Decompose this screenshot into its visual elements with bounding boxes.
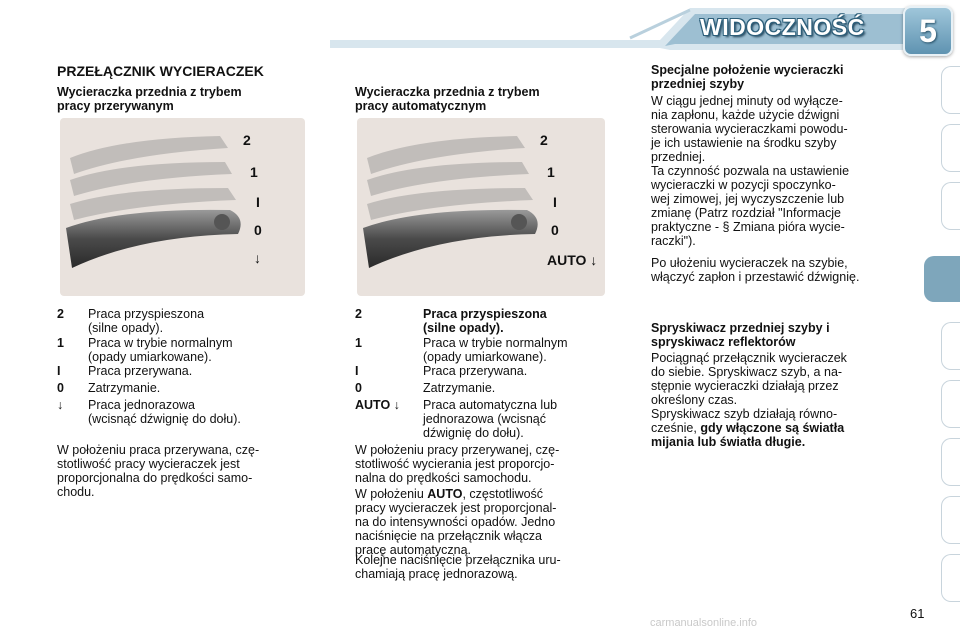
left-note: W położeniu praca przerywana, czę- stotliwość pracy wycieraczek jest proporcjonalna do prędkości samo- chodu. (57, 443, 260, 499)
lever-label: 2 (540, 132, 548, 148)
list-item: AUTO ↓ Praca automatyczna lub jednorazowa (wcisnąć dźwignię do dołu). (355, 398, 558, 440)
list-item: ↓ Praca jednorazowa (wcisnąć dźwignię do dołu). (57, 398, 241, 426)
right-paragraph-4: Pociągnąć przełącznik wycieraczek do siebie. Spryskiwacz szyb, a na- stępnie wycieraczki działają przez określony czas. (651, 351, 847, 407)
right-paragraph-3: Po ułożeniu wycieraczek na szybie, włączyć zapłon i przestawić dźwignię. (651, 256, 860, 284)
thumb-tab (941, 124, 960, 172)
chapter-title: WIDOCZNOŚĆ (700, 14, 865, 40)
middle-paragraph-2: W położeniu AUTO, częstotliwość pracy wycieraczek jest proporcjonal- na do intensywności opadów. Jedno naciśnięcie na przełącznik włącza pracę automatyczną. (355, 487, 557, 557)
watermark: carmanualsonline.info (650, 617, 758, 629)
thumb-tab (941, 66, 960, 114)
thumb-tab (941, 380, 960, 428)
lever-label: 0 (254, 222, 262, 238)
thumb-tab (941, 554, 960, 602)
thumb-tab (941, 182, 960, 230)
section-title: PRZEŁĄCZNIK WYCIERACZEK (57, 63, 264, 79)
right-paragraph-5: Spryskiwacz szyb działają równo- cześnie, gdy włączone są światła mijania lub światła długie. (651, 407, 845, 449)
middle-heading: Wycieraczka przednia z trybem pracy automatycznym (355, 85, 540, 113)
list-item: 1 Praca w trybie normalnym (opady umiarkowane). (57, 336, 233, 364)
list-item: 2 Praca przyspieszona (silne opady). (57, 307, 205, 335)
right-paragraph-2: Ta czynność pozwala na ustawienie wycieraczki w pozycji spoczynko- wej zimowej, jej wyczyszczenie lub zmianę (Patrz rozdział "Informacje praktyczne - § Zmiana pióra wycie- raczki"). (651, 164, 850, 248)
wiper-lever-illustration-intermittent (60, 118, 305, 296)
thumb-tab (941, 496, 960, 544)
middle-paragraph-3: Kolejne naciśnięcie przełącznika uru- chamiają pracę jednorazową. (355, 553, 561, 581)
thumb-tab-active (924, 256, 960, 302)
list-item: 2 Praca przyspieszona (silne opady). (355, 307, 547, 335)
lever-label-auto: AUTO ↓ (547, 252, 598, 268)
left-heading: Wycieraczka przednia z trybem pracy przerywanym (57, 85, 242, 113)
thumb-tab (941, 322, 960, 370)
list-item: 1 Praca w trybie normalnym (opady umiarkowane). (355, 336, 568, 364)
lever-label: ↓ (254, 250, 261, 266)
page-number: 61 (910, 606, 925, 621)
right-heading-2: Spryskiwacz przedniej szyby i spryskiwacz reflektorów (651, 321, 830, 349)
thumb-tab (941, 438, 960, 486)
chapter-number-badge: 5 (903, 6, 953, 56)
right-paragraph-1: W ciągu jednej minuty od wyłącze- nia zapłonu, każde użycie dźwigni sterowania wycieraczkami powodu- je ich ustawienie na środku szyby przedniej. (651, 94, 848, 164)
lever-label: 0 (551, 222, 559, 238)
middle-paragraph-1: W położeniu pracy przerywanej, czę- stotliwość wycierania jest proporcjo- nalna do prędkości samochodu. (355, 443, 560, 485)
lever-label: 1 (547, 164, 555, 180)
lever-label: 1 (250, 164, 258, 180)
lever-label: I (553, 194, 557, 210)
lever-label: 2 (243, 132, 251, 148)
wiper-lever-illustration-auto (357, 118, 605, 296)
right-heading-1: Specjalne położenie wycieraczki przedniej szyby (651, 63, 844, 91)
lever-label: I (256, 194, 260, 210)
